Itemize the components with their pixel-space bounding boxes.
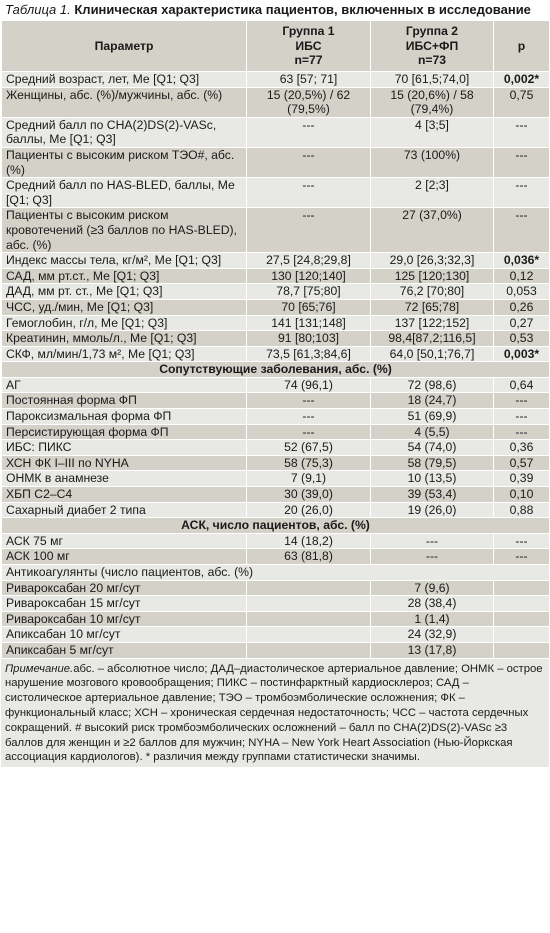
group1-cell: --- <box>247 208 371 253</box>
group1-cell <box>247 596 371 612</box>
group1-cell: 70 [65;76] <box>247 299 371 315</box>
p-value-cell: --- <box>494 409 550 425</box>
group2-cell: 125 [120;130] <box>371 268 494 284</box>
group2-cell: 7 (9,6) <box>371 580 494 596</box>
param-cell: ИБС: ПИКС <box>2 440 247 456</box>
group1-cell: 78,7 [75;80] <box>247 284 371 300</box>
table-row <box>2 642 550 658</box>
p-value-cell: --- <box>494 549 550 565</box>
table-row <box>2 346 550 362</box>
section-ask <box>2 518 550 534</box>
group2-cell: 64,0 [50,1;76,7] <box>371 346 494 362</box>
table-row <box>2 331 550 347</box>
param-cell: АСК 100 мг <box>2 549 247 565</box>
group1-cell: 130 [120;140] <box>247 268 371 284</box>
p-value-cell: 0,10 <box>494 487 550 503</box>
table-row <box>2 471 550 487</box>
group1-cell: 91 [80;103] <box>247 331 371 347</box>
p-value-cell: 0,75 <box>494 87 550 117</box>
group2-cell: 27 (37,0%) <box>371 208 494 253</box>
group1-cell: 15 (20,5%) / 62 (79,5%) <box>247 87 371 117</box>
section-anticoagulants <box>2 565 550 581</box>
group2-cell: 76,2 [70;80] <box>371 284 494 300</box>
group2-cell: 39 (53,4) <box>371 487 494 503</box>
group2-cell: --- <box>371 533 494 549</box>
group1-cell: 7 (9,1) <box>247 471 371 487</box>
p-value-cell: 0,36 <box>494 440 550 456</box>
group2-cell: 15 (20,6%) / 58 (79,4%) <box>371 87 494 117</box>
p-value-cell: --- <box>494 178 550 208</box>
table-row <box>2 409 550 425</box>
table-row <box>2 549 550 565</box>
table-row <box>2 315 550 331</box>
table-row <box>2 533 550 549</box>
table-row <box>2 284 550 300</box>
table-row <box>2 393 550 409</box>
group1-cell: --- <box>247 424 371 440</box>
p-value-cell <box>494 596 550 612</box>
p-value-cell: 0,002* <box>494 72 550 88</box>
table-row <box>2 502 550 518</box>
caption-title: Клиническая характеристика пациентов, включенных в исследование <box>74 2 531 17</box>
p-value-cell: 0,64 <box>494 377 550 393</box>
param-cell: Женщины, абс. (%)/мужчины, абс. (%) <box>2 87 247 117</box>
param-cell: АСК 75 мг <box>2 533 247 549</box>
group2-cell: 28 (38,4) <box>371 596 494 612</box>
param-cell: Гемоглобин, г/л, Ме [Q1; Q3] <box>2 315 247 331</box>
p-value-cell <box>494 627 550 643</box>
header-group1-line1: Группа 1 <box>282 24 335 39</box>
header-p-label: p <box>517 38 526 53</box>
group1-cell: --- <box>247 147 371 177</box>
group2-cell: 137 [122;152] <box>371 315 494 331</box>
group1-cell: 141 [131;148] <box>247 315 371 331</box>
section-comorbidities <box>2 362 550 378</box>
group1-cell: 14 (18,2) <box>247 533 371 549</box>
table-row <box>2 268 550 284</box>
param-cell: Пациенты с высоким риском ТЭО#, абс. (%) <box>2 147 247 177</box>
group1-cell: 20 (26,0) <box>247 502 371 518</box>
group1-cell <box>247 611 371 627</box>
param-cell: Ривароксабан 20 мг/сут <box>2 580 247 596</box>
group2-cell: 29,0 [26,3;32,3] <box>371 253 494 269</box>
param-cell: СКФ, мл/мин/1,73 м², Ме [Q1; Q3] <box>2 346 247 362</box>
param-cell: ХБП С2–С4 <box>2 487 247 503</box>
header-group2-line1: Группа 2 <box>405 24 459 39</box>
group2-cell: 58 (79,5) <box>371 455 494 471</box>
p-value-cell <box>494 580 550 596</box>
caption-label: Таблица 1. <box>5 2 71 17</box>
param-cell: Средний балл по HAS-BLED, баллы, Ме [Q1; Q3] <box>2 178 247 208</box>
header-group2 <box>371 21 494 72</box>
group2-cell: 73 (100%) <box>371 147 494 177</box>
group2-cell: 24 (32,9) <box>371 627 494 643</box>
group1-cell <box>247 627 371 643</box>
group2-cell: 19 (26,0) <box>371 502 494 518</box>
table-row <box>2 627 550 643</box>
group1-cell: 27,5 [24,8;29,8] <box>247 253 371 269</box>
param-cell: Сахарный диабет 2 типа <box>2 502 247 518</box>
table-row <box>2 299 550 315</box>
p-value-cell: 0,53 <box>494 331 550 347</box>
header-p <box>494 21 550 72</box>
p-value-cell <box>494 642 550 658</box>
p-value-cell: --- <box>494 533 550 549</box>
table-row <box>2 178 550 208</box>
table-row <box>2 611 550 627</box>
p-value-cell: 0,053 <box>494 284 550 300</box>
header-group1-line2: ИБС <box>295 38 322 53</box>
param-cell: Креатинин, ммоль/л., Ме [Q1; Q3] <box>2 331 247 347</box>
p-value-cell: 0,003* <box>494 346 550 362</box>
table-caption <box>1 0 549 20</box>
group2-cell: 70 [61,5;74,0] <box>371 72 494 88</box>
note-label: Примечание. <box>5 662 74 675</box>
table-row <box>2 487 550 503</box>
group2-cell: 18 (24,7) <box>371 393 494 409</box>
param-cell: ЧСС, уд./мин, Ме [Q1; Q3] <box>2 299 247 315</box>
group2-cell: 72 (98,6) <box>371 377 494 393</box>
group1-cell: --- <box>247 393 371 409</box>
p-value-cell: 0,88 <box>494 502 550 518</box>
table-header-row <box>2 21 550 72</box>
group1-cell: 52 (67,5) <box>247 440 371 456</box>
p-value-cell: 0,39 <box>494 471 550 487</box>
patients-table <box>1 20 550 659</box>
param-cell: Апиксабан 10 мг/сут <box>2 627 247 643</box>
section-ask-label: АСК, число пациентов, абс. (%) <box>2 518 550 534</box>
section-anticoagulants-label: Антикоагулянты (число пациентов, абс. (%) <box>2 565 550 581</box>
table-row <box>2 253 550 269</box>
p-value-cell <box>494 611 550 627</box>
param-cell: Средний возраст, лет, Ме [Q1; Q3] <box>2 72 247 88</box>
table-row <box>2 117 550 147</box>
header-param <box>2 21 247 72</box>
p-value-cell: --- <box>494 424 550 440</box>
group2-cell: --- <box>371 549 494 565</box>
param-cell: Ривароксабан 10 мг/сут <box>2 611 247 627</box>
param-cell: Индекс массы тела, кг/м², Ме [Q1; Q3] <box>2 253 247 269</box>
table-row <box>2 208 550 253</box>
group1-cell <box>247 642 371 658</box>
group1-cell: --- <box>247 409 371 425</box>
table-row <box>2 440 550 456</box>
header-group2-line2: ИБС+ФП <box>405 38 459 53</box>
table-row <box>2 580 550 596</box>
param-cell: ДАД, мм рт. ст., Ме [Q1; Q3] <box>2 284 247 300</box>
header-group1-line3: n=77 <box>294 53 323 68</box>
p-value-cell: --- <box>494 393 550 409</box>
group2-cell: 13 (17,8) <box>371 642 494 658</box>
group1-cell: 74 (96,1) <box>247 377 371 393</box>
table-row <box>2 455 550 471</box>
group2-cell: 4 [3;5] <box>371 117 494 147</box>
section-comorbidities-label: Сопутствующие заболевания, абс. (%) <box>2 362 550 378</box>
group2-cell: 72 [65;78] <box>371 299 494 315</box>
p-value-cell: --- <box>494 117 550 147</box>
table-row <box>2 596 550 612</box>
group1-cell: 63 [57; 71] <box>247 72 371 88</box>
group1-cell: --- <box>247 178 371 208</box>
p-value-cell: 0,12 <box>494 268 550 284</box>
table-figure <box>1 0 549 767</box>
group2-cell: 54 (74,0) <box>371 440 494 456</box>
group1-cell: --- <box>247 117 371 147</box>
table-row <box>2 147 550 177</box>
header-group2-line3: n=73 <box>417 53 447 68</box>
p-value-cell: 0,27 <box>494 315 550 331</box>
param-cell: АГ <box>2 377 247 393</box>
param-cell: Ривароксабан 15 мг/сут <box>2 596 247 612</box>
header-param-label: Параметр <box>94 38 154 53</box>
table-row <box>2 377 550 393</box>
param-cell: САД, мм рт.ст., Ме [Q1; Q3] <box>2 268 247 284</box>
group1-cell <box>247 580 371 596</box>
table-row <box>2 424 550 440</box>
group2-cell: 98,4[87,2;116,5] <box>371 331 494 347</box>
param-cell: Пароксизмальная форма ФП <box>2 409 247 425</box>
group1-cell: 30 (39,0) <box>247 487 371 503</box>
param-cell: Средний балл по CHA(2)DS(2)-VASc, баллы, Ме [Q1; Q3] <box>2 117 247 147</box>
table-note <box>1 659 549 768</box>
group1-cell: 58 (75,3) <box>247 455 371 471</box>
p-value-cell: 0,57 <box>494 455 550 471</box>
group1-cell: 63 (81,8) <box>247 549 371 565</box>
p-value-cell: 0,036* <box>494 253 550 269</box>
table-row <box>2 72 550 88</box>
param-cell: Постоянная форма ФП <box>2 393 247 409</box>
group2-cell: 51 (69,9) <box>371 409 494 425</box>
note-text: абс. – абсолютное число; ДАД–диастолическое артериальное давление; ОНМК – острое нарушение мозгового кровообращения; ПИКС – постинфарктный кардиосклероз; САД – систолическое артериальное давление; ТЭО – тромбоэмболические осложнения; ФК – функциональный класс; ХСН – хроническая сердечная недостаточность; ЧСС – частота сердечных сокращений. # высокий риск тромбоэмболических осложнений – балл по CHA(2)DS(2)-VASc ≥3 баллов для женщин и ≥2 баллов для мужчин; NYHA – New York Heart Association (Нью-Йоркская ассоциация кардиологов). * различия между группами статистически значимы. <box>5 662 543 764</box>
table-row <box>2 87 550 117</box>
group2-cell: 4 (5,5) <box>371 424 494 440</box>
group1-cell: 73,5 [61,3;84,6] <box>247 346 371 362</box>
p-value-cell: 0,26 <box>494 299 550 315</box>
param-cell: ХСН ФК I–III по NYHA <box>2 455 247 471</box>
param-cell: Апиксабан 5 мг/сут <box>2 642 247 658</box>
p-value-cell: --- <box>494 147 550 177</box>
header-group1 <box>247 21 371 72</box>
param-cell: ОНМК в анамнезе <box>2 471 247 487</box>
param-cell: Персистирующая форма ФП <box>2 424 247 440</box>
group2-cell: 2 [2;3] <box>371 178 494 208</box>
group2-cell: 1 (1,4) <box>371 611 494 627</box>
p-value-cell: --- <box>494 208 550 253</box>
group2-cell: 10 (13,5) <box>371 471 494 487</box>
param-cell: Пациенты с высоким риском кровотечений (≥3 баллов по HAS-BLED), абс. (%) <box>2 208 247 253</box>
